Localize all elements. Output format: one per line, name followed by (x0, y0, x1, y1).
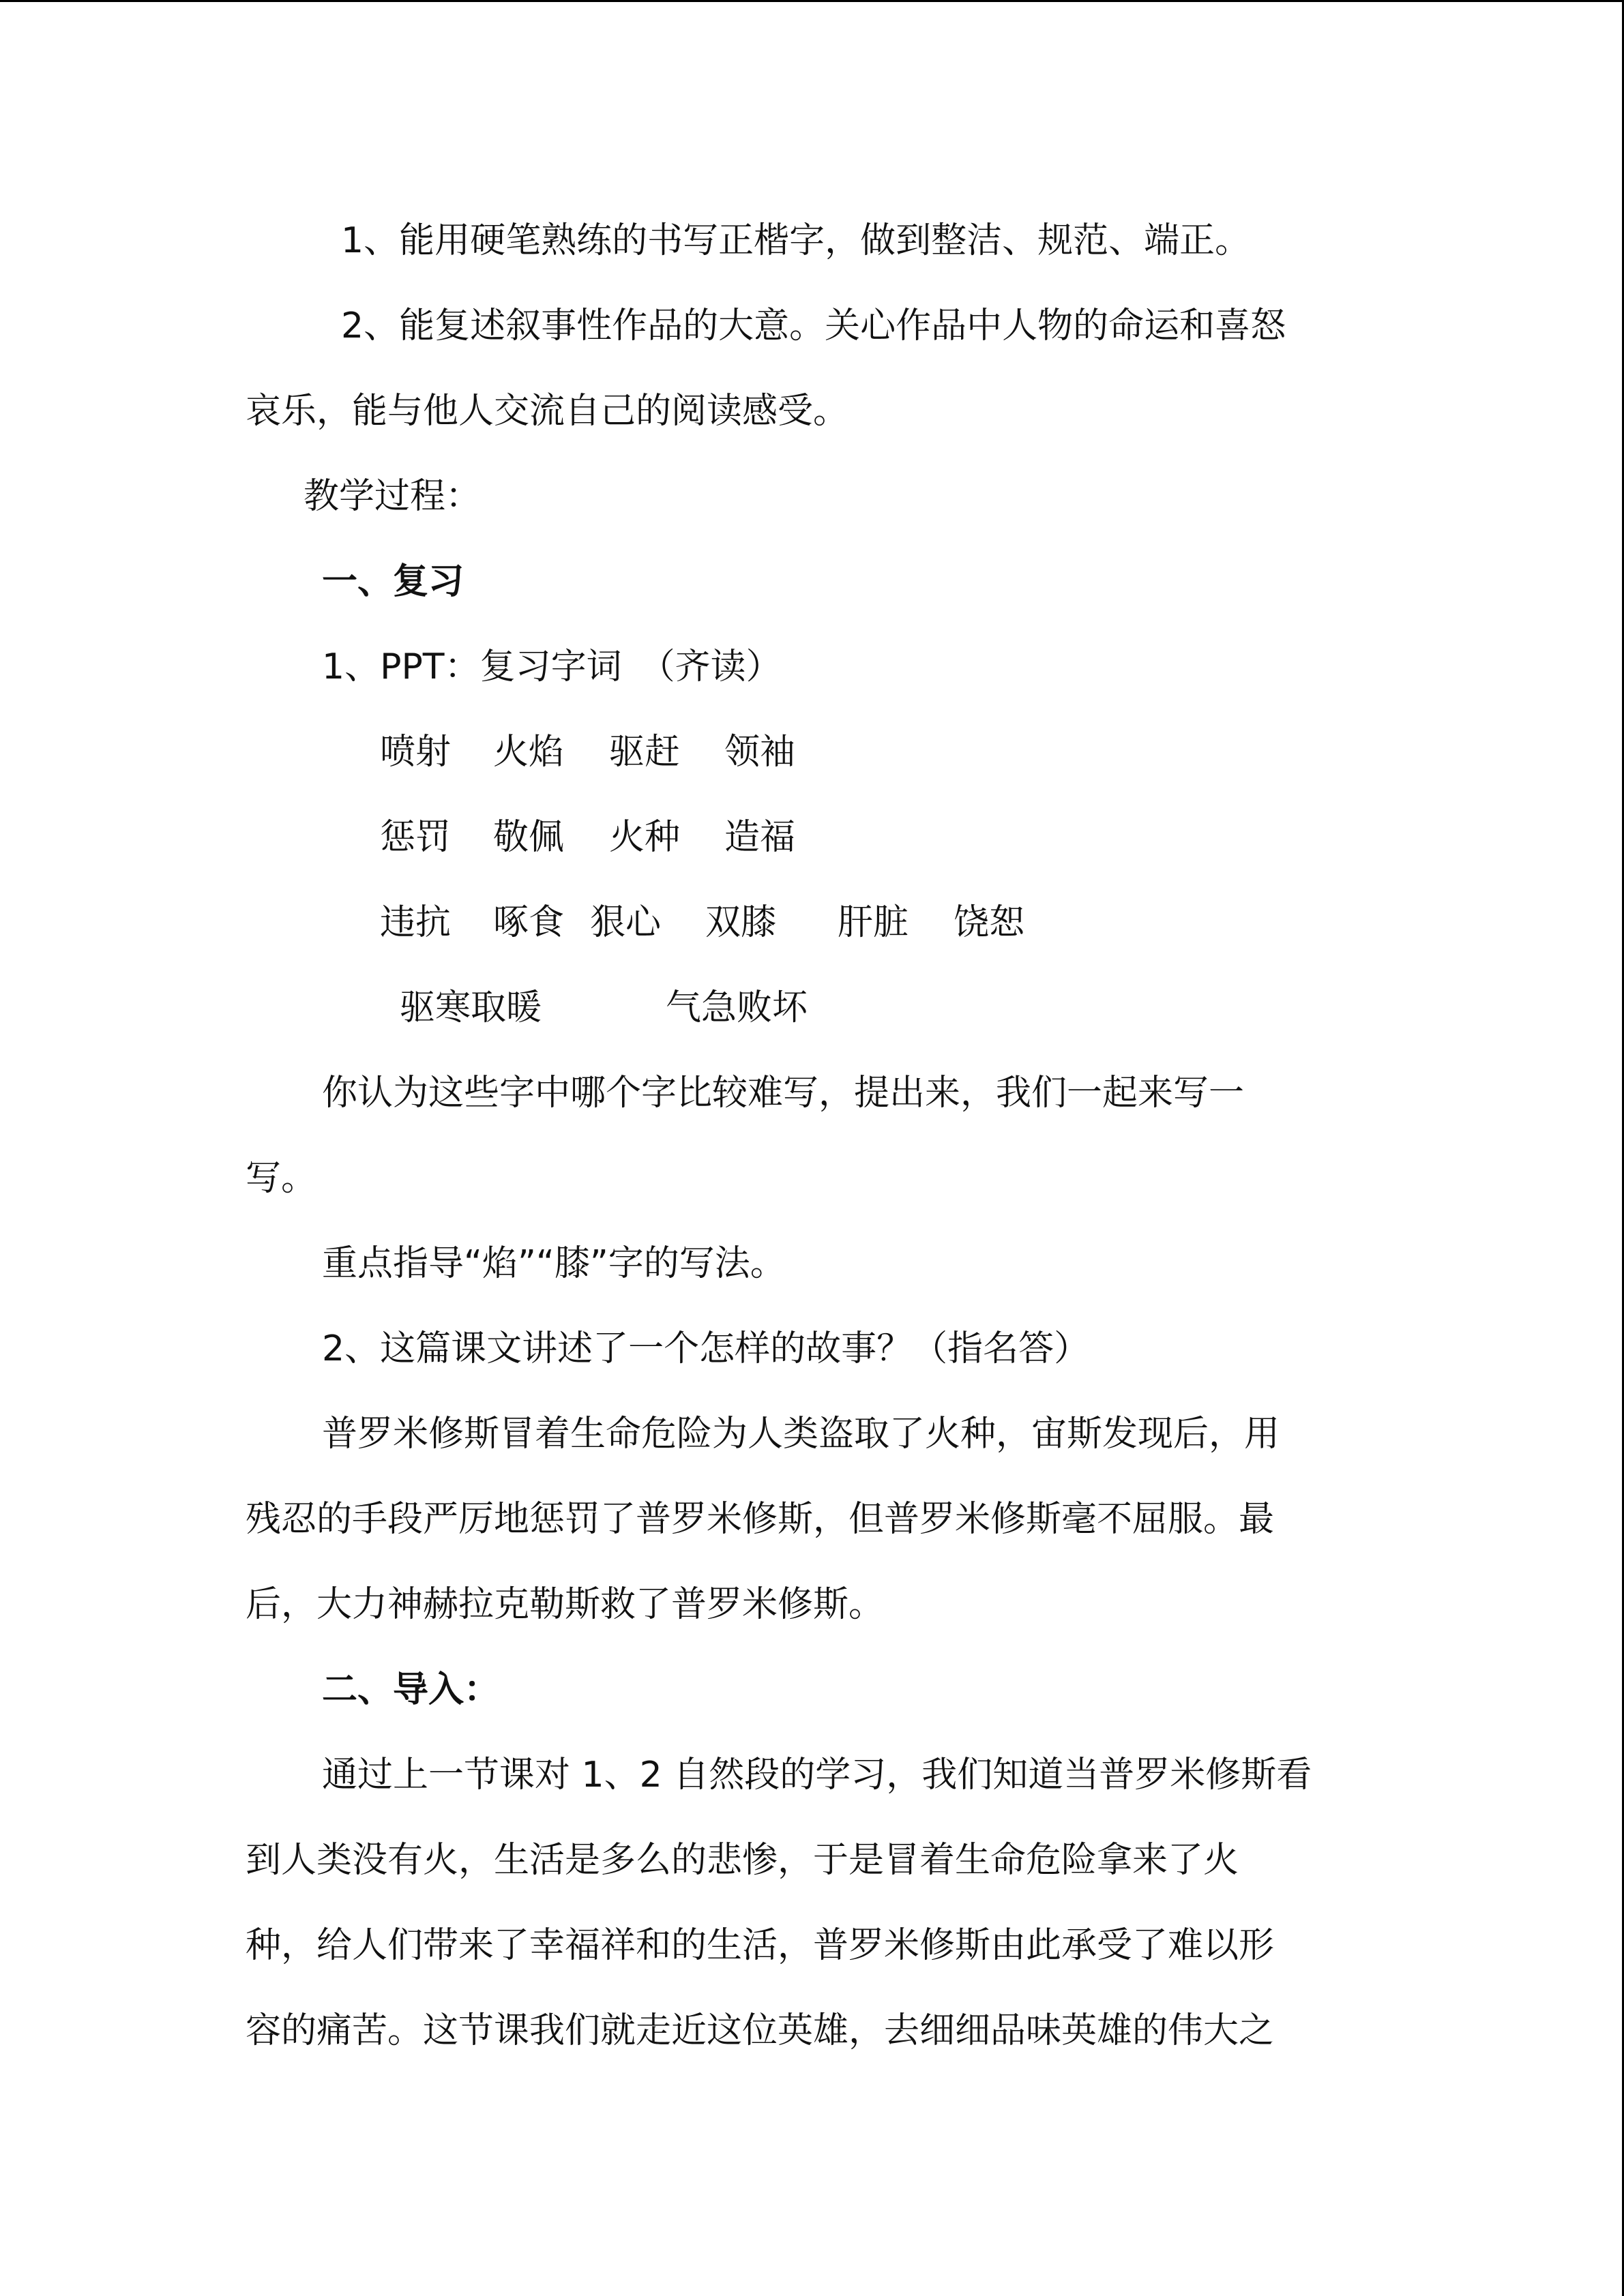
intro-line-4: 容的痛苦。这节课我们就走近这位英雄，去细细品味英雄的伟大之 (246, 2010, 1275, 2051)
word-item: 造福 (724, 817, 796, 858)
process-heading: 教学过程： (304, 476, 482, 517)
word-item: 违抗 (380, 902, 452, 943)
question-line-2: 写。 (246, 1158, 317, 1199)
objective-1: 1、能用硬笔熟练的书写正楷字，做到整洁、规范、端正。 (341, 220, 1251, 261)
word-item: 气急败坏 (666, 987, 808, 1028)
word-item: 驱赶 (609, 732, 681, 773)
word-item: 火种 (609, 817, 681, 858)
review-item-2: 2、这篇课文讲述了一个怎样的故事？（指名答） (322, 1328, 1090, 1369)
objective-2-line-1: 2、能复述叙事性作品的大意。关心作品中人物的命运和喜怒 (341, 305, 1286, 346)
word-item: 敬佩 (493, 817, 565, 858)
question-line-1: 你认为这些字中哪个字比较难写，提出来，我们一起来写一 (322, 1073, 1245, 1114)
review-item-1: 1、PPT：复习字词 （齐读） (322, 646, 782, 687)
word-item: 狠心 (590, 902, 662, 943)
word-item: 饶恕 (954, 902, 1025, 943)
section-1-heading: 一、复习 (322, 561, 464, 602)
intro-line-1: 通过上一节课对 1、2 自然段的学习，我们知道当普罗米修斯看 (322, 1755, 1312, 1795)
word-item: 啄食 (493, 902, 565, 943)
answer-line-1: 普罗米修斯冒着生命危险为人类盗取了火种，宙斯发现后，用 (322, 1414, 1280, 1455)
word-item: 火焰 (493, 732, 565, 773)
objective-2-line-2: 哀乐，能与他人交流自己的阅读感受。 (246, 391, 849, 432)
word-item: 喷射 (380, 732, 452, 773)
focus-guidance: 重点指导“焰”“膝”字的写法。 (322, 1243, 786, 1284)
section-2-heading: 二、导入： (322, 1669, 500, 1710)
intro-line-2: 到人类没有火，生活是多么的悲惨，于是冒着生命危险拿来了火 (246, 1840, 1239, 1881)
intro-line-3: 种，给人们带来了幸福祥和的生活，普罗米修斯由此承受了难以形 (246, 1925, 1275, 1966)
word-item: 惩罚 (380, 817, 452, 858)
answer-line-3: 后，大力神赫拉克勒斯救了普罗米修斯。 (246, 1584, 885, 1625)
word-item: 双膝 (705, 902, 777, 943)
word-item: 驱寒取暖 (400, 987, 542, 1028)
word-item: 领袖 (724, 732, 796, 773)
word-item: 肝脏 (838, 902, 909, 943)
answer-line-2: 残忍的手段严厉地惩罚了普罗米修斯，但普罗米修斯毫不屈服。最 (246, 1499, 1275, 1540)
